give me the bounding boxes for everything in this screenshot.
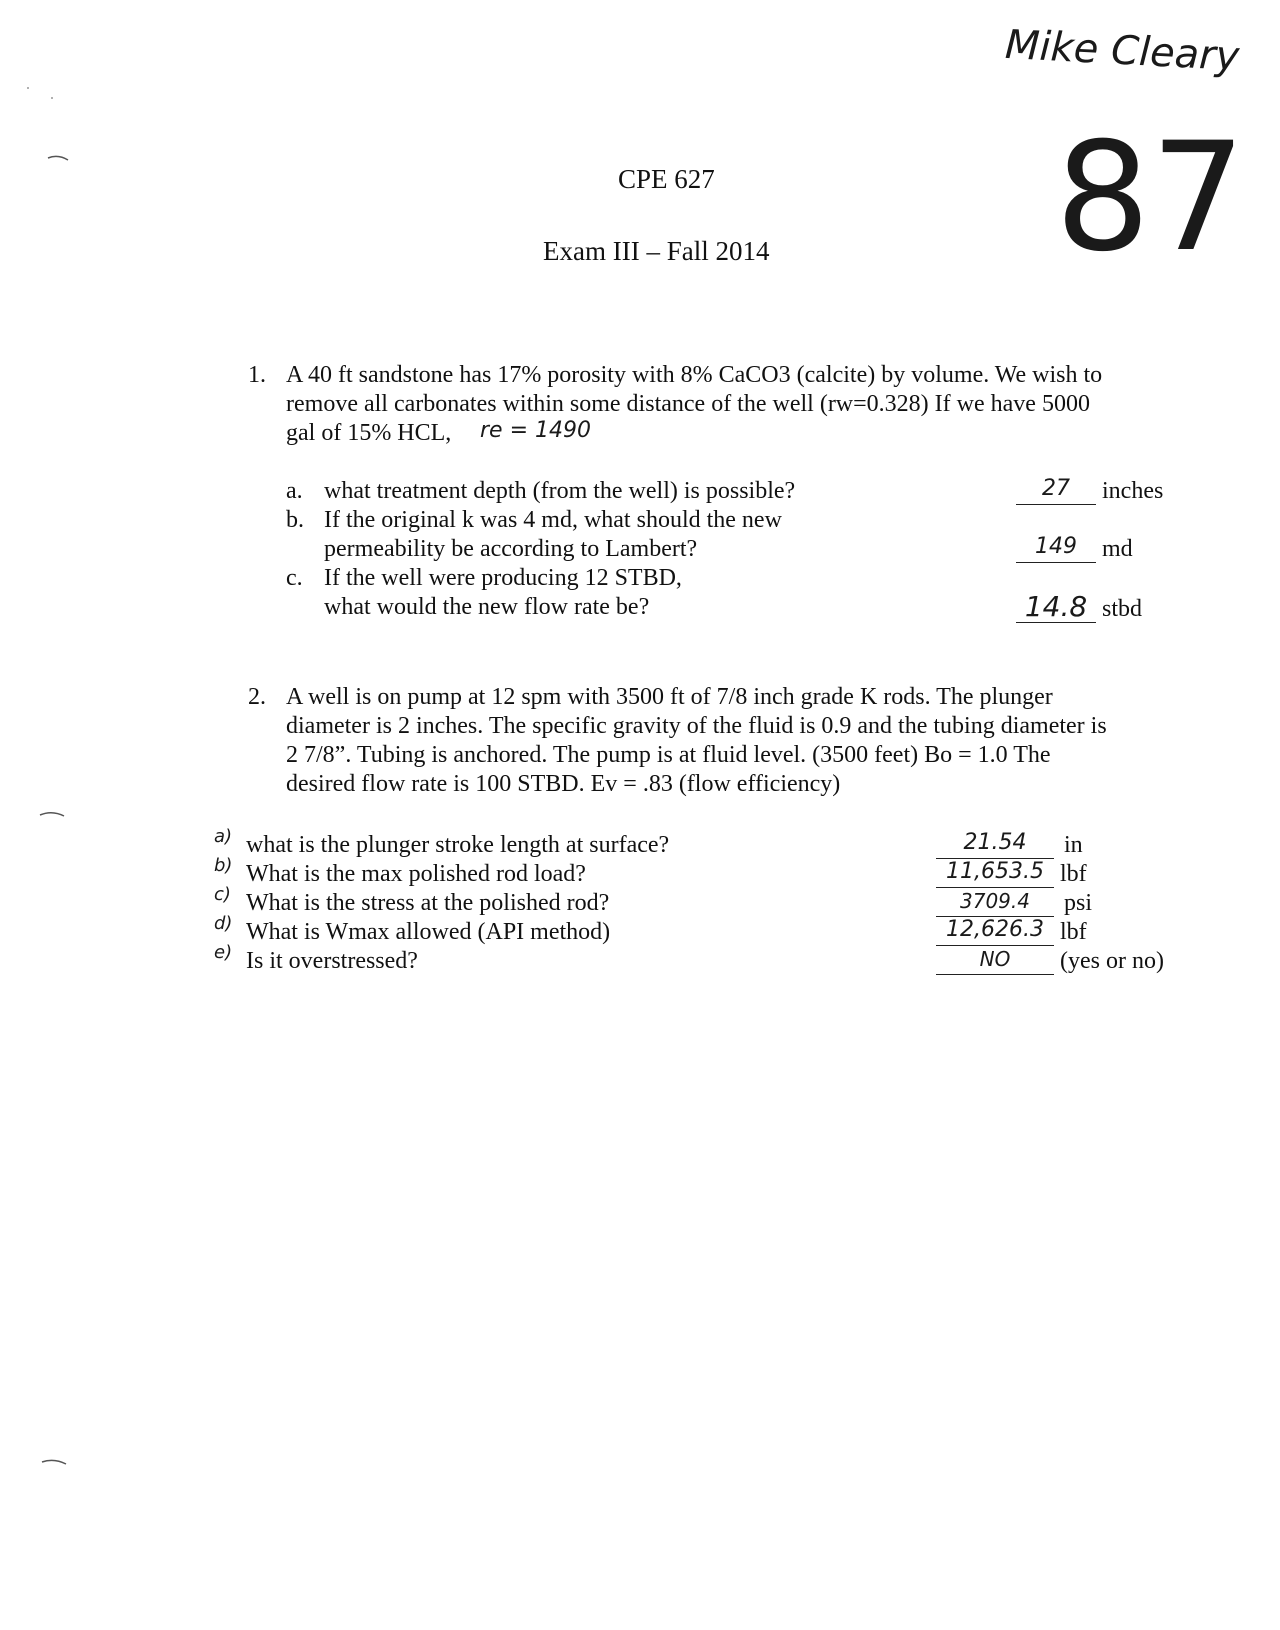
q1c-unit: stbd — [1102, 596, 1143, 622]
q2a-answer-line — [936, 828, 1054, 859]
q2b-letter: b) — [214, 855, 233, 876]
student-name: Mike Cleary — [1003, 21, 1241, 81]
q2a-unit: in — [1064, 832, 1083, 858]
q2e-letter: e) — [214, 942, 233, 963]
q1b-unit: md — [1102, 536, 1133, 562]
q1a-unit: inches — [1102, 478, 1164, 504]
q1c-letter: c. — [286, 565, 303, 591]
q1-number: 1. — [248, 362, 266, 388]
q1c-answer: 14.8 — [1024, 590, 1088, 623]
q1c-text-line1: If the well were producing 12 STBD, — [324, 565, 682, 591]
q2b-text: What is the max polished rod load? — [246, 861, 586, 887]
q2c-text: What is the stress at the polished rod? — [246, 890, 610, 916]
q2e-text: Is it overstressed? — [246, 948, 418, 974]
q2-text-line3: 2 7/8”. Tubing is anchored. The pump is at fluid level. (3500 feet) Bo = 1.0 The — [286, 742, 1051, 768]
q2-text-line2: diameter is 2 inches. The specific gravity of the fluid is 0.9 and the tubing diameter is — [286, 713, 1107, 739]
q1-text-line2: remove all carbonates within some distance of the well (rw=0.328) If we have 5000 — [286, 391, 1090, 417]
exam-title: Exam III – Fall 2014 — [543, 236, 770, 266]
q1b-text-line1: If the original k was 4 md, what should the new — [324, 507, 782, 533]
q1b-answer: 149 — [1035, 534, 1077, 559]
q2-text-line1: A well is on pump at 12 spm with 3500 ft of 7/8 inch grade K rods. The plunger — [286, 684, 1053, 710]
q2c-letter: c) — [214, 884, 231, 905]
q1a-letter: a. — [286, 478, 303, 504]
q2b-answer-line — [936, 857, 1054, 888]
q1a-answer-line — [1016, 474, 1096, 505]
q2b-unit: lbf — [1060, 861, 1087, 887]
q2e-answer-line — [936, 944, 1054, 975]
q2c-unit: psi — [1064, 890, 1093, 916]
q1-text-line1: A 40 ft sandstone has 17% porosity with 8% CaCO3 (calcite) by volume. We wish to — [286, 362, 1103, 388]
q1a-answer: 27 — [1042, 476, 1070, 501]
q2d-answer-line — [936, 915, 1054, 946]
q1b-letter: b. — [286, 507, 304, 533]
q1c-text-line2: what would the new flow rate be? — [324, 594, 650, 620]
q2b-answer: 11,653.5 — [946, 859, 1044, 884]
q1c-answer-line — [1016, 592, 1096, 623]
q2d-letter: d) — [214, 913, 233, 934]
q2a-answer: 21.54 — [963, 830, 1027, 855]
q2-number: 2. — [248, 684, 266, 710]
q1-handwritten-note: re = 1490 — [480, 418, 591, 443]
q2d-answer: 12,626.3 — [946, 917, 1044, 942]
q1a-text: what treatment depth (from the well) is possible? — [324, 478, 796, 504]
score: 87 — [1055, 111, 1246, 285]
q2-text-line4: desired flow rate is 100 STBD. Ev = .83 (flow efficiency) — [286, 771, 841, 797]
q2a-letter: a) — [214, 826, 233, 847]
q1b-answer-line — [1016, 532, 1096, 563]
scan-mark-left — [0, 0, 80, 1630]
q2c-answer: 3709.4 — [960, 889, 1030, 913]
course-title: CPE 627 — [618, 164, 715, 194]
q1-text-line3: gal of 15% HCL, — [286, 420, 452, 446]
q2e-unit: (yes or no) — [1060, 948, 1164, 974]
q2e-answer: NO — [979, 947, 1011, 971]
q2c-answer-line — [936, 886, 1054, 917]
q2a-text: what is the plunger stroke length at surface? — [246, 832, 670, 858]
q2d-unit: lbf — [1060, 919, 1087, 945]
q1b-text-line2: permeability be according to Lambert? — [324, 536, 698, 562]
q2d-text: What is Wmax allowed (API method) — [246, 919, 611, 945]
